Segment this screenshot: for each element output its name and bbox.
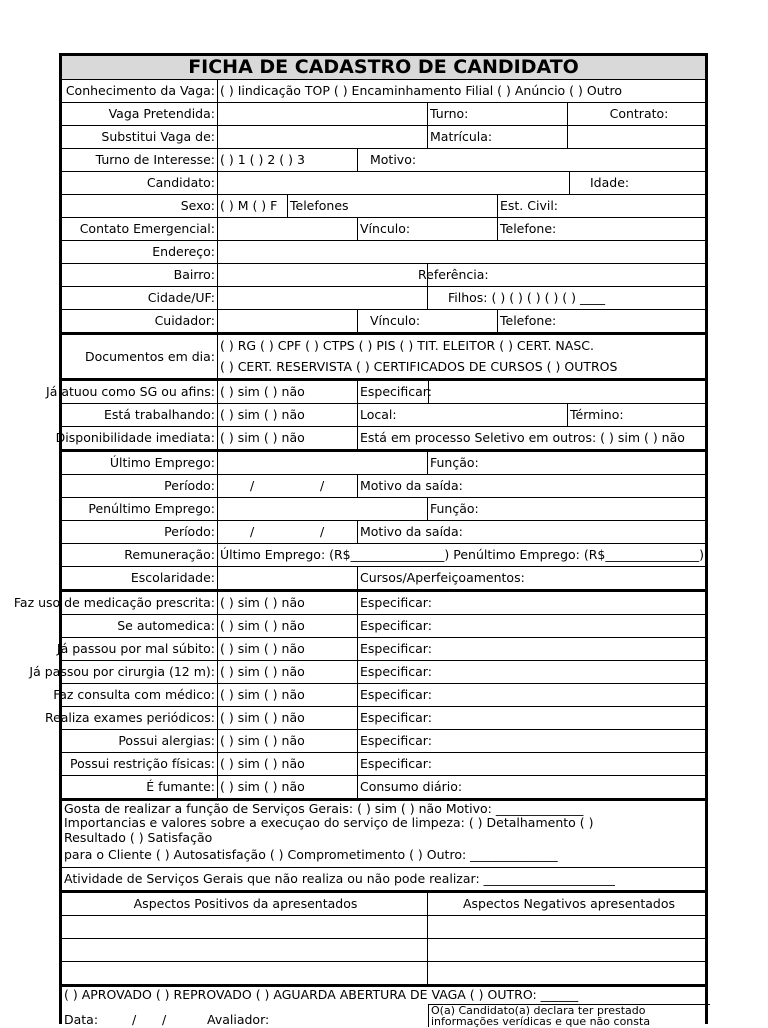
- documentos-line-2[interactable]: ( ) CERT. RESERVISTA ( ) CERTIFICADOS DE CURSOS ( ) OUTROS: [220, 359, 618, 374]
- field-referencia[interactable]: Referência:: [418, 267, 489, 282]
- row-vaga-pretendida: [62, 103, 705, 126]
- field-health-especificar[interactable]: Especificar:: [360, 756, 432, 771]
- field-health-value[interactable]: ( ) sim ( ) não: [218, 753, 358, 775]
- field-contato-emergencial[interactable]: [218, 218, 358, 240]
- label-documentos: Documentos em dia:: [62, 335, 218, 378]
- label-health: Possui restrição físicas:: [62, 753, 218, 775]
- field-turno-interesse[interactable]: ( ) 1 ( ) 2 ( ) 3: [218, 149, 358, 171]
- field-endereco[interactable]: [218, 241, 708, 263]
- label-data: Data:: [64, 1012, 99, 1027]
- field-cursos[interactable]: Cursos/Aperfeiçoamentos:: [360, 570, 525, 585]
- row-health: [62, 615, 705, 638]
- row-trabalhando: [62, 404, 705, 427]
- field-sg-especificar-blank[interactable]: [428, 381, 708, 403]
- label-contato-emergencial: Contato Emergencial:: [62, 218, 218, 240]
- row-aspectos: [62, 939, 705, 962]
- field-vinculo[interactable]: Vínculo:: [358, 218, 498, 240]
- label-disponibilidade: Disponibilidade imediata:: [62, 427, 218, 449]
- header-aspectos-positivos: Aspectos Positivos da apresentados: [62, 893, 428, 915]
- row-aspectos: [62, 962, 705, 987]
- row-cliente: [62, 846, 705, 868]
- row-periodo-2: [62, 521, 705, 544]
- label-cidade: Cidade/UF:: [62, 287, 218, 309]
- question-importancias[interactable]: Importancias e valores sobre a execuçao do serviço de limpeza: ( ) Detalhamento ( ): [64, 815, 594, 830]
- row-sg: [46, 381, 705, 404]
- row-sexo: [62, 195, 705, 218]
- field-escolaridade[interactable]: [218, 567, 358, 589]
- field-health-especificar[interactable]: Especificar:: [360, 710, 432, 725]
- row-health: [53, 684, 705, 707]
- field-health-value[interactable]: ( ) sim ( ) não: [218, 615, 358, 637]
- data-slash-1: /: [132, 1012, 137, 1027]
- label-avaliador: Avaliador:: [207, 1012, 270, 1027]
- row-conhecimento: [62, 80, 705, 103]
- row-remuneracao: [62, 544, 705, 567]
- label-penultimo-emprego: Penúltimo Emprego:: [62, 498, 218, 520]
- field-documentos[interactable]: [218, 335, 708, 378]
- field-telefones[interactable]: Telefones: [288, 195, 498, 217]
- row-documentos: [62, 335, 705, 381]
- field-health-value[interactable]: ( ) sim ( ) não: [218, 661, 358, 683]
- row-health: [56, 638, 705, 661]
- periodo-1-slash-2: /: [320, 478, 325, 493]
- label-turno-interesse: Turno de Interesse:: [62, 149, 218, 171]
- periodo-2-slash-2: /: [320, 524, 325, 539]
- label-endereco: Endereço:: [62, 241, 218, 263]
- field-trabalhando[interactable]: ( ) sim ( ) não: [218, 404, 358, 426]
- field-aspecto-positivo[interactable]: [62, 916, 428, 938]
- label-periodo-1: Período:: [62, 475, 218, 497]
- form-title: FICHA DE CADASTRO DE CANDIDATO: [62, 56, 705, 80]
- field-cuidador[interactable]: [218, 310, 358, 332]
- row-ultimo-emprego: [62, 452, 705, 475]
- data-slash-2: /: [162, 1012, 167, 1027]
- row-periodo-1: [62, 475, 705, 498]
- row-cidade: [62, 287, 705, 310]
- row-atividade: [62, 868, 705, 893]
- field-telefone[interactable]: Telefone:: [500, 221, 557, 236]
- label-bairro: Bairro:: [62, 264, 218, 286]
- question-resultado[interactable]: Resultado ( ) Satisfação: [64, 830, 213, 845]
- row-footer: [62, 1004, 705, 1027]
- row-aspectos-header: [62, 893, 705, 916]
- row-health: [62, 753, 705, 776]
- field-ultimo-funcao[interactable]: Função:: [430, 455, 479, 470]
- field-local[interactable]: Local:: [358, 404, 568, 426]
- field-conhecimento[interactable]: ( ) Iindicação TOP ( ) Encaminhamento Filial ( ) Anúncio ( ) Outro: [220, 83, 623, 98]
- label-cuidador: Cuidador:: [62, 310, 218, 332]
- label-health: É fumante:: [62, 776, 218, 798]
- label-health: Realiza exames periódicos:: [62, 707, 218, 729]
- field-health-value[interactable]: ( ) sim ( ) não: [218, 592, 358, 614]
- label-ultimo-emprego: Último Emprego:: [62, 452, 218, 474]
- field-ultimo-emprego[interactable]: [218, 452, 428, 474]
- label-substitui: Substitui Vaga de:: [62, 126, 218, 148]
- periodo-2-slash-1: /: [250, 524, 255, 539]
- field-bairro[interactable]: [218, 264, 428, 286]
- field-health-especificar[interactable]: Especificar:: [360, 641, 432, 656]
- field-health-value[interactable]: ( ) sim ( ) não: [218, 684, 358, 706]
- field-health-value[interactable]: ( ) sim ( ) não: [218, 638, 358, 660]
- row-health: [29, 661, 705, 684]
- field-periodo-2[interactable]: [218, 521, 358, 543]
- field-health-especificar[interactable]: Especificar:: [360, 687, 432, 702]
- field-health-especificar[interactable]: Especificar:: [360, 618, 432, 633]
- field-health-value[interactable]: ( ) sim ( ) não: [218, 707, 358, 729]
- field-termino[interactable]: Término:: [570, 407, 624, 422]
- field-penultimo-emprego[interactable]: [218, 498, 428, 520]
- field-filhos[interactable]: Filhos: ( ) ( ) ( ) ( ) ( ) ____: [448, 290, 605, 305]
- field-resultado[interactable]: ( ) APROVADO ( ) REPROVADO ( ) AGUARDA ABERTURA DE VAGA ( ) OUTRO: ______: [64, 987, 579, 1002]
- field-idade[interactable]: Idade:: [590, 175, 630, 190]
- question-gosta[interactable]: Gosta de realizar a função de Serviços Gerais: ( ) sim ( ) não Motivo: ______________: [64, 801, 584, 816]
- row-health: [62, 730, 705, 753]
- field-matricula[interactable]: Matrícula:: [428, 126, 568, 148]
- field-health-especificar[interactable]: Especificar:: [360, 664, 432, 679]
- field-motivo[interactable]: Motivo:: [370, 152, 417, 167]
- declaracao-line-2: informações verídicas e que não consta: [431, 1015, 651, 1028]
- label-remuneracao: Remuneração:: [62, 544, 218, 566]
- periodo-1-slash-1: /: [250, 478, 255, 493]
- registration-form: [13, 53, 708, 1028]
- label-escolaridade: Escolaridade:: [62, 567, 218, 589]
- field-disponibilidade[interactable]: ( ) sim ( ) não: [218, 427, 358, 449]
- row-substitui: [62, 126, 705, 149]
- row-penultimo-emprego: [62, 498, 705, 521]
- row-escolaridade: [62, 567, 705, 592]
- field-turno[interactable]: Turno:: [428, 103, 568, 125]
- row-resultado: [62, 987, 705, 1004]
- row-health: [44, 707, 705, 730]
- label-health: Faz consulta com médico:: [62, 684, 218, 706]
- field-sexo[interactable]: ( ) M ( ) F: [218, 195, 288, 217]
- field-health-especificar[interactable]: Especificar:: [360, 595, 432, 610]
- field-health-value[interactable]: ( ) sim ( ) não: [218, 776, 358, 798]
- label-health: Possui alergias:: [62, 730, 218, 752]
- row-cuidador: [62, 310, 705, 335]
- field-health-value[interactable]: ( ) sim ( ) não: [218, 730, 358, 752]
- field-cuidador-telefone[interactable]: Telefone:: [500, 313, 557, 328]
- field-health-especificar[interactable]: Consumo diário:: [360, 779, 463, 794]
- field-processo-seletivo[interactable]: Está em processo Seletivo em outros: ( ) sim ( ) não: [360, 430, 685, 445]
- field-remuneracao[interactable]: Último Emprego: (R$_______________) Penúltimo Emprego: (R$_______________): [220, 547, 704, 562]
- row-contato-emergencial: [62, 218, 705, 241]
- field-candidato[interactable]: [218, 172, 570, 194]
- documentos-line-1[interactable]: ( ) RG ( ) CPF ( ) CTPS ( ) PIS ( ) TIT. ELEITOR ( ) CERT. NASC.: [220, 338, 594, 353]
- declaracao-box: [428, 1004, 710, 1027]
- question-cliente[interactable]: para o Cliente ( ) Autosatisfação ( ) Comprometimento ( ) Outro: ______________: [64, 847, 558, 862]
- field-motivo-saida-1[interactable]: Motivo da saída:: [360, 478, 463, 493]
- field-cuidador-vinculo[interactable]: Vínculo:: [358, 310, 498, 332]
- label-vaga-pretendida: Vaga Pretendida:: [62, 103, 218, 125]
- field-aspecto-positivo[interactable]: [62, 939, 428, 961]
- field-est-civil[interactable]: Est. Civil:: [500, 198, 559, 213]
- field-aspecto-negativo[interactable]: [428, 916, 708, 938]
- label-conhecimento: Conhecimento da Vaga:: [62, 80, 218, 102]
- declaracao-line-1: O(a) Candidato(a) declara ter prestado: [431, 1004, 646, 1017]
- label-health: Já passou por cirurgia (12 m):: [62, 661, 218, 683]
- field-aspecto-negativo[interactable]: [428, 962, 708, 984]
- label-sg: Já atuou como SG ou afins:: [62, 381, 218, 403]
- label-health: Faz uso de medicação prescrita:: [62, 592, 218, 614]
- field-cidade[interactable]: [218, 287, 428, 309]
- row-endereco: [62, 241, 705, 264]
- row-aspectos: [62, 916, 705, 939]
- field-aspecto-positivo[interactable]: [62, 962, 428, 984]
- field-periodo-1[interactable]: [218, 475, 358, 497]
- row-turno-interesse: [62, 149, 705, 172]
- label-periodo-2: Período:: [62, 521, 218, 543]
- field-contrato[interactable]: Contrato:: [609, 106, 669, 121]
- row-candidato: [62, 172, 705, 195]
- label-trabalhando: Está trabalhando:: [62, 404, 218, 426]
- field-vaga-pretendida[interactable]: [218, 103, 428, 125]
- row-health: [62, 776, 705, 801]
- field-aspecto-negativo[interactable]: [428, 939, 708, 961]
- field-motivo-saida-2[interactable]: Motivo da saída:: [360, 524, 463, 539]
- label-candidato: Candidato:: [62, 172, 218, 194]
- label-health: Se automedica:: [62, 615, 218, 637]
- field-substitui[interactable]: [218, 126, 428, 148]
- field-contrato-blank[interactable]: [568, 126, 708, 148]
- question-atividade[interactable]: Atividade de Serviços Gerais que não realiza ou não pode realizar: _____________________: [64, 871, 615, 886]
- row-disponibilidade: [55, 427, 705, 452]
- row-bairro: [62, 264, 705, 287]
- label-health: Já passou por mal súbito:: [62, 638, 218, 660]
- header-aspectos-negativos: Aspectos Negativos apresentados: [462, 896, 676, 911]
- field-penultimo-funcao[interactable]: Função:: [430, 501, 479, 516]
- field-health-especificar[interactable]: Especificar:: [360, 733, 432, 748]
- label-sexo: Sexo:: [62, 195, 218, 217]
- field-sg[interactable]: ( ) sim ( ) não: [218, 381, 358, 403]
- field-sg-especificar[interactable]: Especificar:: [360, 384, 432, 399]
- row-health: [13, 592, 705, 615]
